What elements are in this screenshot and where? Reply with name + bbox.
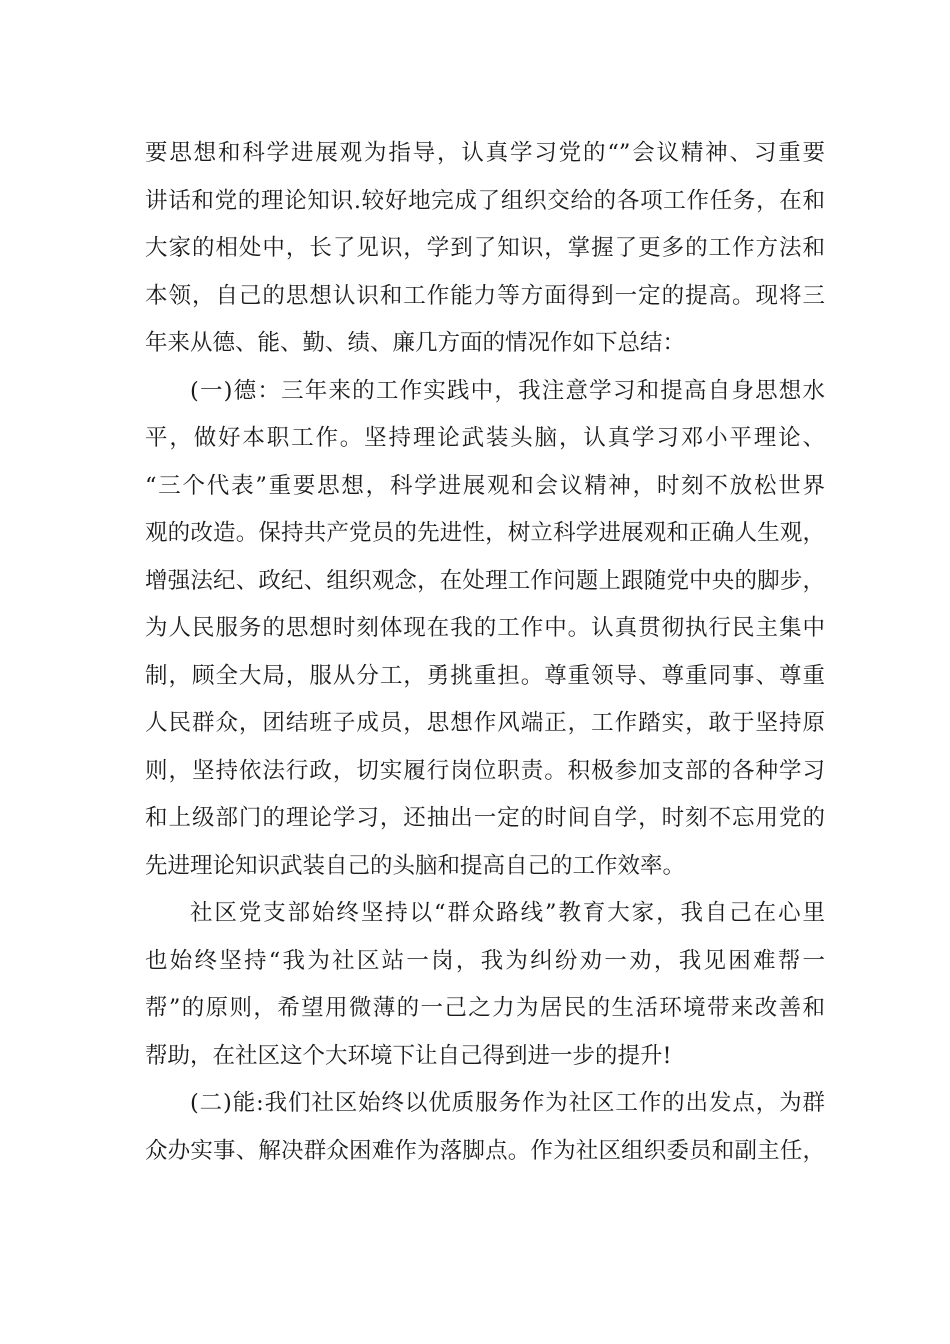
text-line: 制，顾全大局，服从分工，勇挑重担。尊重领导、尊重同事、尊重 bbox=[145, 662, 825, 689]
text-line: “三个代表”重要思想，科学进展观和会议精神，时刻不放松世界 bbox=[145, 472, 825, 499]
paragraph-intro bbox=[145, 130, 825, 368]
text-line: 要思想和科学进展观为指导，认真学习党的“”会议精神、习重要 bbox=[145, 140, 825, 166]
paragraph-de bbox=[145, 368, 825, 891]
text-line: 人民群众，团结班子成员，思想作风端正，工作踏实，敢于坚持原 bbox=[145, 710, 825, 736]
text-line: 增强法纪、政纪、组织观念，在处理工作问题上跟随党中央的脚步， bbox=[145, 567, 825, 594]
text-line: (二)能:我们社区始终以优质服务作为社区工作的出发点，为群 bbox=[190, 1090, 825, 1116]
text-line: 观的改造。保持共产党员的先进性，树立科学进展观和正确人生观， bbox=[145, 520, 825, 546]
text-line: 本领，自己的思想认识和工作能力等方面得到一定的提高。现将三 bbox=[145, 282, 825, 309]
text-line: 讲话和党的理论知识.较好地完成了组织交给的各项工作任务，在和 bbox=[145, 187, 825, 214]
text-line: 则，坚持依法行政，切实履行岗位职责。积极参加支部的各种学习 bbox=[145, 757, 825, 784]
text-line: 帮”的原则，希望用微薄的一己之力为居民的生活环境带来改善和 bbox=[145, 995, 825, 1021]
text-line: 和上级部门的理论学习，还抽出一定的时间自学，时刻不忘用党的 bbox=[145, 805, 825, 831]
document-body bbox=[145, 130, 825, 1175]
text-line: 为人民服务的思想时刻体现在我的工作中。认真贯彻执行民主集中 bbox=[145, 615, 825, 641]
text-line: 先进理论知识武装自己的头脑和提高自己的工作效率。 bbox=[145, 852, 686, 879]
text-line: (一)德：三年来的工作实践中，我注意学习和提高自身思想水 bbox=[190, 377, 825, 404]
paragraph-community bbox=[145, 890, 825, 1080]
text-line: 众办实事、解决群众困难作为落脚点。作为社区组织委员和副主任， bbox=[145, 1137, 825, 1164]
text-line: 平，做好本职工作。坚持理论武装头脑，认真学习邓小平理论、 bbox=[145, 425, 825, 451]
text-line: 社区党支部始终坚持以“群众路线”教育大家，我自己在心里 bbox=[190, 900, 825, 926]
text-line: 也始终坚持“我为社区站一岗，我为纠纷劝一劝，我见困难帮一 bbox=[145, 947, 825, 974]
paragraph-neng bbox=[145, 1080, 825, 1175]
text-line: 大家的相处中，长了见识，学到了知识，掌握了更多的工作方法和 bbox=[145, 235, 825, 261]
text-line: 帮助，在社区这个大环境下让自己得到进一步的提升! bbox=[145, 1042, 672, 1069]
text-line: 年来从德、能、勤、绩、廉几方面的情况作如下总结： bbox=[145, 330, 686, 356]
